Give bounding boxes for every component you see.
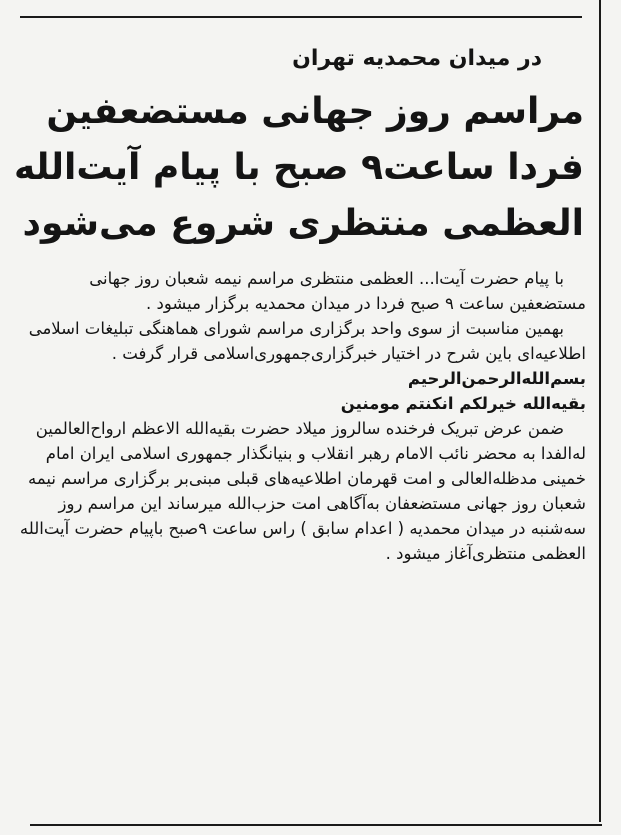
bottom-border-rule — [30, 824, 602, 826]
headline — [14, 84, 584, 252]
paragraph-intro: با پیام حضرت آیت‌ا... العظمی منتظری مراسم نیمه شعبان روز جهانی مستضعفین ساعت ۹ صبح فردا در میدان محمدیه برگزار میشود . — [89, 269, 586, 313]
paragraph-statement: ضمن عرض تبریک فرخنده سالروز میلاد حضرت بقیه‌الله الاعظم ارواح‌العالمین له‌الفدا به محضر نائب الامام رهبر انقلاب و بنیانگذار جمهوری اسلامی ایران امام خمینی مدظله‌العالی و امت قهرمان اطلاعیه‌های قبلی مبنی‌بر برگزاری مراسم نیمه شعبان روز جهانی مستضعفان به‌آگاهی امت حزب‌الله میرساند این مراسم روز سه‌شنبه در میدان محمدیه ( اعدام سابق ) راس ساعت ۹صبح باپیام حضرت آیت‌الله العظمی منتظری‌آغاز میشود . — [19, 419, 586, 563]
quran-verse-line: بقیه‌الله خیرلکم انکنتم مومنین — [340, 394, 586, 413]
top-border-rule — [20, 16, 582, 18]
kicker-line: در میدان محمدیه تهران — [292, 46, 542, 71]
news-clipping — [14, 20, 592, 820]
right-border-rule — [599, 0, 601, 822]
headline-line-3: العظمی منتظری شروع می‌شود — [22, 203, 584, 244]
basmala-line: بسم‌الله‌الرحمن‌الرحیم — [407, 369, 586, 388]
headline-line-1: مراسم روز جهانی مستضعفین — [46, 91, 584, 132]
paragraph-announcement: بهمین مناسبت از سوی واحد برگزاری مراسم شورای هماهنگی تبلیغات اسلامی اطلاعیه‌ای باین شرح در اختیار خبرگزاری‌جمهوری‌اسلامی قرار گرفت . — [28, 319, 586, 363]
headline-line-2: فردا ساعت۹ صبح با پیام آیت‌الله — [14, 147, 584, 188]
article-body — [14, 266, 586, 566]
